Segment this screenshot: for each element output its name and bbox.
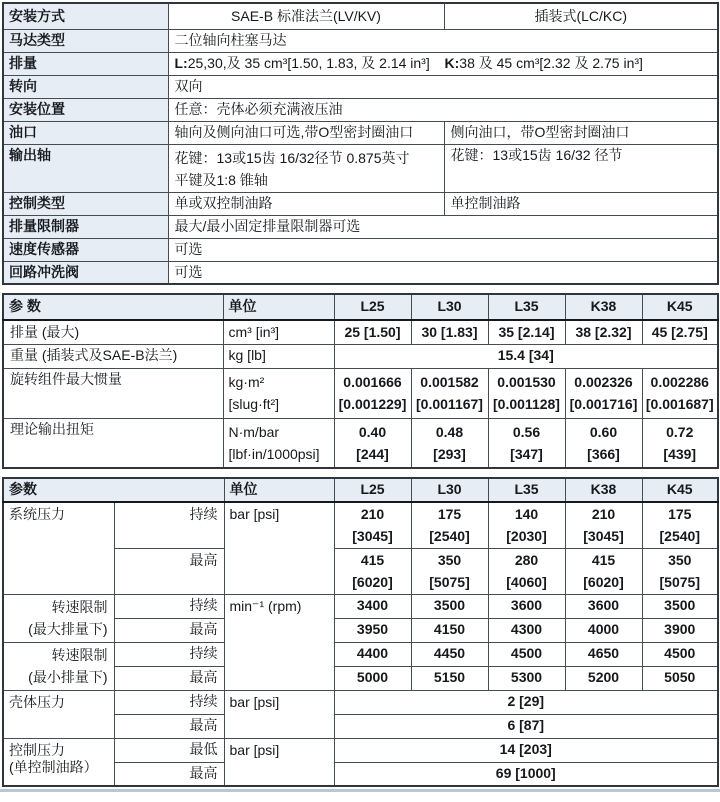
control-pressure-maximum-value: 69 [1000]: [334, 762, 718, 786]
maximum-label: 最高: [114, 762, 224, 786]
value-cell: 4400: [334, 642, 411, 666]
operating-parameter-table: [2, 477, 719, 787]
row-speed-limit-maxdisp-continuous: [3, 594, 718, 618]
displacement-limiter-label: 排量限制器: [3, 215, 168, 238]
speed-sensor-value: 可选: [168, 238, 718, 261]
value-cell: 0.001530 [0.001128]: [488, 368, 565, 418]
bottom-divider: [0, 789, 720, 792]
control-pressure-minimum-value: 14 [203]: [334, 738, 718, 762]
max-displacement-unit: cm³ [in³]: [223, 320, 334, 344]
value-cell: 0.56 [347]: [488, 418, 565, 468]
value-cell: 25 [1.50]: [334, 320, 411, 344]
unit-header: 单位: [224, 478, 334, 502]
position-label: 安装位置: [3, 98, 168, 121]
row-loop-flushing-valve: [3, 261, 718, 284]
value-cell: 30 [1.83]: [411, 320, 488, 344]
col-header-k45: K45: [642, 478, 718, 502]
row-direction: [3, 75, 718, 98]
value-cell: 350 [5075]: [642, 548, 718, 594]
maximum-label: 最高: [114, 714, 224, 738]
mounting-flange-value: SAE-B 标准法兰(LV/KV): [168, 3, 444, 29]
col-header-k38: K38: [565, 478, 642, 502]
max-displacement-label: 排量 (最大): [3, 320, 223, 344]
operating-table-header: [3, 478, 718, 502]
case-pressure-continuous-value: 2 [29]: [334, 690, 718, 714]
col-header-l30: L30: [411, 478, 488, 502]
value-cell: 4000: [565, 618, 642, 642]
value-cell: 210 [3045]: [565, 502, 642, 548]
displacement-label: 排量: [3, 52, 168, 75]
value-cell: 0.60 [366]: [565, 418, 642, 468]
mounting-label: 安装方式: [3, 3, 168, 29]
loop-flushing-valve-label: 回路冲洗阀: [3, 261, 168, 284]
row-position: [3, 98, 718, 121]
case-pressure-maximum-value: 6 [87]: [334, 714, 718, 738]
value-cell: 4650: [565, 642, 642, 666]
output-shaft-cartridge-value: 花键：13或15齿 16/32 径节: [444, 144, 718, 192]
value-cell: 350 [5075]: [411, 548, 488, 594]
row-displacement-limiter: [3, 215, 718, 238]
unit-imperial: [slug·ft²]: [228, 395, 280, 412]
ports-flange-value: 轴向及侧向油口可选,带O型密封圈油口: [168, 121, 444, 144]
system-pressure-label: 系统压力: [3, 502, 114, 594]
value-cell: 175 [2540]: [642, 502, 718, 548]
weight-merged-value: 15.4 [34]: [334, 344, 718, 368]
position-value: 任意：壳体必须充满液压油: [168, 98, 718, 121]
col-header-l25: L25: [334, 478, 411, 502]
ports-label: 油口: [3, 121, 168, 144]
control-pressure-label: 控制压力 (单控制油路）: [3, 738, 114, 786]
output-shaft-label: 输出轴: [3, 144, 168, 192]
displacement-k-text: 38 及 45 cm³[2.32 及 2.75 in³]: [459, 54, 643, 71]
col-header-l25: L25: [334, 294, 411, 320]
displacement-l-text: 25,30,及 35 cm³[1.50, 1.83, 及 2.14 in³]: [187, 54, 430, 71]
maximum-label: 最高: [114, 618, 224, 642]
speed-sensor-label: 速度传感器: [3, 238, 168, 261]
value-cell: 3600: [565, 594, 642, 618]
row-ports: [3, 121, 718, 144]
value-cell: 35 [2.14]: [488, 320, 565, 344]
value-cell: 4150: [411, 618, 488, 642]
displacement-k-prefix: K:: [444, 54, 460, 71]
parameter-table: [2, 293, 719, 469]
rotating-inertia-label: 旋转组件最大惯量: [3, 368, 223, 418]
weight-unit: kg [lb]: [223, 344, 334, 368]
value-cell: 5050: [642, 666, 718, 690]
value-cell: 0.001582 [0.001167]: [411, 368, 488, 418]
row-system-pressure-continuous: [3, 502, 718, 548]
mounting-cartridge-value: 插装式(LC/KC): [444, 3, 718, 29]
value-cell: 3600: [488, 594, 565, 618]
value-cell: 5200: [565, 666, 642, 690]
value-cell: 415 [6020]: [334, 548, 411, 594]
value-cell: 3900: [642, 618, 718, 642]
value-cell: 0.001666 [0.001229]: [334, 368, 411, 418]
value-cell: 4450: [411, 642, 488, 666]
row-case-pressure-continuous: [3, 690, 718, 714]
output-shaft-flange-line1: 花键：13或15齿 16/32径节 0.875英寸: [174, 149, 410, 166]
param-header: 参 数: [3, 294, 223, 320]
maximum-label: 最高: [114, 548, 224, 594]
row-mounting: [3, 3, 718, 29]
speed-limit-mindisp-label: 转速限制 (最小排量下): [3, 642, 114, 690]
col-header-l30: L30: [411, 294, 488, 320]
theoretical-torque-label: 理论输出扭矩: [3, 418, 223, 468]
col-header-k38: K38: [565, 294, 642, 320]
col-header-k45: K45: [642, 294, 718, 320]
value-cell: 5150: [411, 666, 488, 690]
maximum-label: 最高: [114, 666, 224, 690]
value-cell: 0.48 [293]: [411, 418, 488, 468]
value-cell: 0.72 [439]: [642, 418, 718, 468]
parameter-table-header: [3, 294, 718, 320]
motor-type-value: 二位轴向柱塞马达: [168, 29, 718, 52]
value-cell: 3950: [334, 618, 411, 642]
value-cell: 280 [4060]: [488, 548, 565, 594]
rotating-inertia-unit: [223, 368, 334, 418]
displacement-limiter-value: 最大/最小固定排量限制器可选: [168, 215, 718, 238]
theoretical-torque-unit: [223, 418, 334, 468]
row-control-type: [3, 192, 718, 215]
row-max-displacement: [3, 320, 718, 344]
minimum-label: 最低: [114, 738, 224, 762]
value-cell: 45 [2.75]: [642, 320, 718, 344]
row-output-shaft: [3, 144, 718, 192]
value-cell: 5300: [488, 666, 565, 690]
value-cell: 3500: [642, 594, 718, 618]
continuous-label: 持续: [114, 690, 224, 714]
row-speed-sensor: [3, 238, 718, 261]
continuous-label: 持续: [114, 594, 224, 618]
displacement-value: [168, 52, 718, 75]
col-header-l35: L35: [488, 294, 565, 320]
output-shaft-flange-value: [168, 144, 444, 192]
unit-metric: N·m/bar: [228, 423, 280, 440]
direction-label: 转向: [3, 75, 168, 98]
row-displacement: [3, 52, 718, 75]
unit-header: 单位: [223, 294, 334, 320]
row-theoretical-torque: [3, 418, 718, 468]
value-cell: 5000: [334, 666, 411, 690]
value-cell: 0.40 [244]: [334, 418, 411, 468]
general-spec-table: [2, 2, 719, 285]
weight-label: 重量 (插装式及SAE-B法兰): [3, 344, 223, 368]
value-cell: 0.002326 [0.001716]: [565, 368, 642, 418]
speed-limit-unit: min⁻¹ (rpm): [224, 594, 334, 690]
case-pressure-label: 壳体压力: [3, 690, 114, 738]
row-rotating-inertia: [3, 368, 718, 418]
system-pressure-unit: bar [psi]: [224, 502, 334, 594]
value-cell: 4500: [642, 642, 718, 666]
displacement-l-prefix: L:: [174, 54, 188, 71]
value-cell: 3500: [411, 594, 488, 618]
row-control-pressure-minimum: [3, 738, 718, 762]
value-cell: 38 [2.32]: [565, 320, 642, 344]
value-cell: 210 [3045]: [334, 502, 411, 548]
value-cell: 4300: [488, 618, 565, 642]
control-type-cartridge-value: 单控制油路: [444, 192, 718, 215]
value-cell: 0.002286 [0.001687]: [642, 368, 718, 418]
control-type-label: 控制类型: [3, 192, 168, 215]
value-cell: 415 [6020]: [565, 548, 642, 594]
value-cell: 140 [2030]: [488, 502, 565, 548]
direction-value: 双向: [168, 75, 718, 98]
ports-cartridge-value: 侧向油口，带O型密封圈油口: [444, 121, 718, 144]
row-motor-type: [3, 29, 718, 52]
value-cell: 175 [2540]: [411, 502, 488, 548]
control-pressure-unit: bar [psi]: [224, 738, 334, 786]
param-header: 参数: [3, 478, 224, 502]
unit-metric: kg·m²: [228, 373, 265, 390]
unit-imperial: [lbf·in/1000psi]: [228, 445, 320, 462]
row-weight: [3, 344, 718, 368]
row-speed-limit-mindisp-continuous: [3, 642, 718, 666]
col-header-l35: L35: [488, 478, 565, 502]
control-type-flange-value: 单或双控制油路: [168, 192, 444, 215]
value-cell: 4500: [488, 642, 565, 666]
case-pressure-unit: bar [psi]: [224, 690, 334, 738]
continuous-label: 持续: [114, 502, 224, 548]
speed-limit-maxdisp-label: 转速限制 (最大排量下): [3, 594, 114, 642]
motor-type-label: 马达类型: [3, 29, 168, 52]
output-shaft-flange-line2: 平键及1:8 锥轴: [174, 171, 268, 188]
value-cell: 3400: [334, 594, 411, 618]
continuous-label: 持续: [114, 642, 224, 666]
loop-flushing-valve-value: 可选: [168, 261, 718, 284]
